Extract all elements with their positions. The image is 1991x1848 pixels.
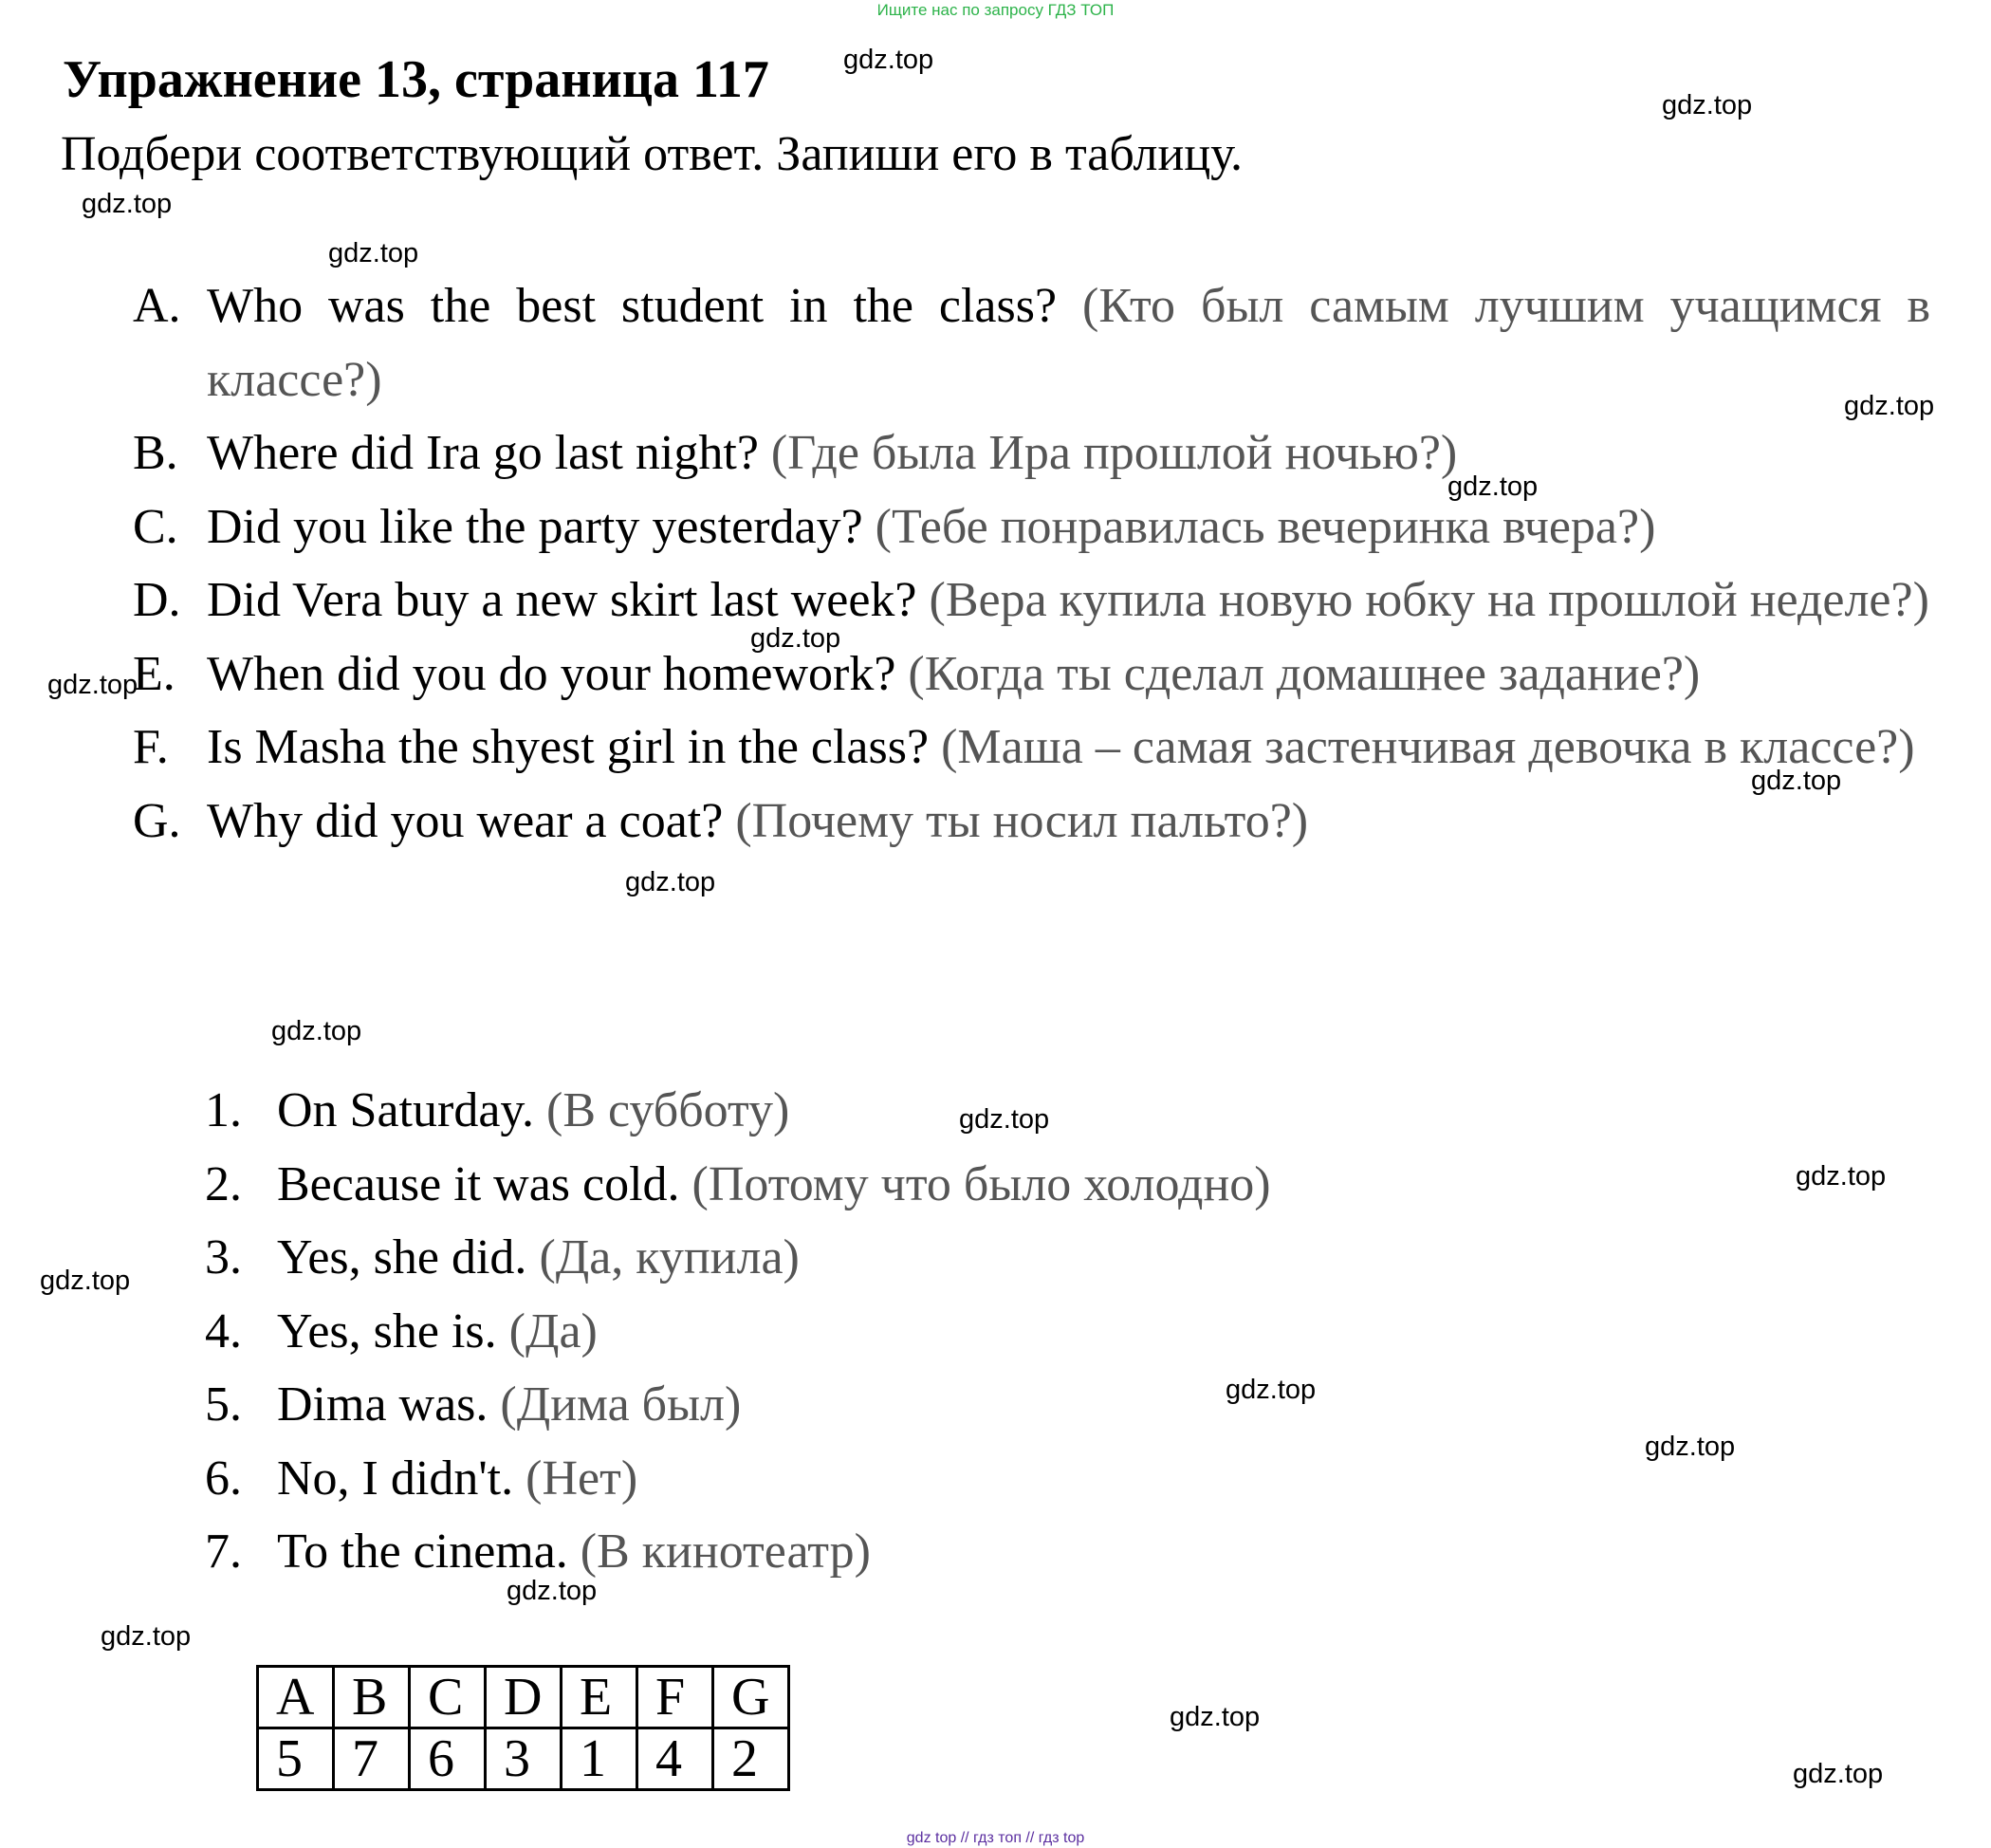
top-banner[interactable]: Ищите нас по запросу ГДЗ ТОП <box>876 1 1115 19</box>
question-list <box>133 269 1930 858</box>
answer-text <box>277 1148 1271 1222</box>
question-letter: B. <box>133 426 178 480</box>
answer-number: 6. <box>205 1451 242 1506</box>
table-value-row <box>258 1728 789 1790</box>
question-translation: (Когда ты сделал домашнее задание?) <box>908 646 1701 701</box>
table-header-cell: G <box>713 1667 789 1728</box>
watermark: gdz.top <box>1170 1702 1261 1732</box>
table-value-cell: 3 <box>486 1728 562 1790</box>
question-english: Is Masha the shyest girl in the class? <box>207 720 930 774</box>
table-header-row <box>258 1667 789 1728</box>
question-letter: F. <box>133 720 169 774</box>
watermark: gdz.top <box>1645 1432 1736 1462</box>
question-item <box>133 490 1930 564</box>
watermark: gdz.top <box>40 1266 131 1296</box>
answer-item <box>205 1442 1271 1516</box>
table-header-cell: A <box>258 1667 334 1728</box>
answer-translation: (В кинотеатр) <box>580 1525 871 1579</box>
answer-english: Dima was. <box>277 1377 489 1432</box>
watermark: gdz.top <box>328 238 419 268</box>
answer-item <box>205 1515 1271 1589</box>
question-translation: (Вера купила новую юбку на прошлой неделе?) <box>929 573 1929 627</box>
answer-number: 3. <box>205 1230 242 1284</box>
answer-english: Because it was cold. <box>277 1156 680 1211</box>
answer-item <box>205 1368 1271 1442</box>
question-item <box>133 416 1930 490</box>
answer-translation: (Нет) <box>525 1451 638 1506</box>
table-value-cell: 2 <box>713 1728 789 1790</box>
question-english: Where did Ira go last night? <box>207 426 759 480</box>
question-english: Why did you wear a coat? <box>207 793 724 848</box>
answer-number: 2. <box>205 1156 242 1211</box>
question-text <box>207 416 1930 490</box>
watermark: gdz.top <box>1844 391 1935 421</box>
answer-text <box>277 1295 598 1369</box>
question-item <box>133 638 1930 711</box>
question-text <box>207 785 1930 859</box>
footer-links[interactable]: gdz top // гдз топ // гдз top <box>906 1830 1085 1846</box>
answer-english: On Saturday. <box>277 1083 535 1137</box>
question-english: When did you do your homework? <box>207 646 896 701</box>
question-text <box>207 564 1930 638</box>
watermark: gdz.top <box>47 670 138 700</box>
answer-english: Yes, she is. <box>277 1303 497 1358</box>
answer-text <box>277 1368 741 1442</box>
watermark: gdz.top <box>625 867 716 897</box>
watermark: gdz.top <box>1796 1161 1887 1192</box>
question-translation: (Кто был самым лучшим учащимся в классе?) <box>207 279 1931 407</box>
answer-number: 4. <box>205 1303 242 1358</box>
question-translation: (Почему ты носил пальто?) <box>735 793 1309 848</box>
answer-number: 5. <box>205 1377 242 1432</box>
question-text <box>207 711 1930 785</box>
question-letter: G. <box>133 793 181 848</box>
watermark: gdz.top <box>271 1016 362 1046</box>
answer-text <box>277 1221 800 1295</box>
question-item <box>133 564 1930 638</box>
answer-list <box>205 1074 1271 1589</box>
answer-translation: (Да) <box>508 1303 598 1358</box>
answer-translation: (Да, купила) <box>539 1230 800 1284</box>
question-letter: D. <box>133 573 181 627</box>
watermark: gdz.top <box>1662 90 1753 120</box>
answer-table <box>256 1665 790 1791</box>
table-header-cell: C <box>410 1667 486 1728</box>
question-english: Did you like the party yesterday? <box>207 499 863 554</box>
answer-number: 1. <box>205 1083 242 1137</box>
answer-text <box>277 1442 637 1516</box>
watermark: gdz.top <box>82 189 173 219</box>
watermark: gdz.top <box>1793 1759 1884 1789</box>
question-english: Did Vera buy a new skirt last week? <box>207 573 917 627</box>
question-translation: (Тебе понравилась вечеринка вчера?) <box>875 499 1656 554</box>
answer-translation: (В субботу) <box>546 1083 790 1137</box>
answer-item <box>205 1295 1271 1369</box>
answer-english: Yes, she did. <box>277 1230 527 1284</box>
answer-english: No, I didn't. <box>277 1451 514 1506</box>
question-text <box>207 490 1930 564</box>
watermark: gdz.top <box>1226 1375 1317 1405</box>
answer-item <box>205 1074 1271 1148</box>
answer-number: 7. <box>205 1525 242 1579</box>
question-item <box>133 785 1930 859</box>
question-letter: A. <box>133 279 181 333</box>
watermark: gdz.top <box>1447 471 1539 502</box>
question-translation: (Где была Ира прошлой ночью?) <box>770 426 1458 480</box>
table-header-cell: D <box>486 1667 562 1728</box>
question-text <box>207 638 1930 711</box>
answer-item <box>205 1221 1271 1295</box>
table-value-cell: 4 <box>637 1728 713 1790</box>
answer-text <box>277 1074 789 1148</box>
question-translation: (Маша – самая застенчивая девочка в классе?) <box>941 720 1915 774</box>
table-value-cell: 1 <box>562 1728 637 1790</box>
answer-item <box>205 1148 1271 1222</box>
question-letter: E. <box>133 646 175 701</box>
table-value-cell: 6 <box>410 1728 486 1790</box>
watermark: gdz.top <box>843 45 934 75</box>
question-english: Who was the best student in the class? <box>207 279 1058 333</box>
table-value-cell: 5 <box>258 1728 334 1790</box>
watermark: gdz.top <box>959 1104 1050 1135</box>
watermark: gdz.top <box>507 1576 598 1606</box>
table-header-cell: E <box>562 1667 637 1728</box>
watermark: gdz.top <box>1751 766 1842 796</box>
task-instruction: Подбери соответствующий ответ. Запиши его в таблицу. <box>61 127 1243 181</box>
question-item <box>133 269 1930 416</box>
table-header-cell: B <box>334 1667 410 1728</box>
question-item <box>133 711 1930 785</box>
watermark: gdz.top <box>101 1621 192 1652</box>
page-title: Упражнение 13, страница 117 <box>63 50 769 109</box>
table-header-cell: F <box>637 1667 713 1728</box>
answer-translation: (Потому что было холодно) <box>691 1156 1271 1211</box>
question-text <box>207 269 1930 416</box>
watermark: gdz.top <box>750 623 841 654</box>
answer-translation: (Дима был) <box>500 1377 742 1432</box>
table-value-cell: 7 <box>334 1728 410 1790</box>
answer-english: To the cinema. <box>277 1525 568 1579</box>
question-letter: C. <box>133 499 178 554</box>
